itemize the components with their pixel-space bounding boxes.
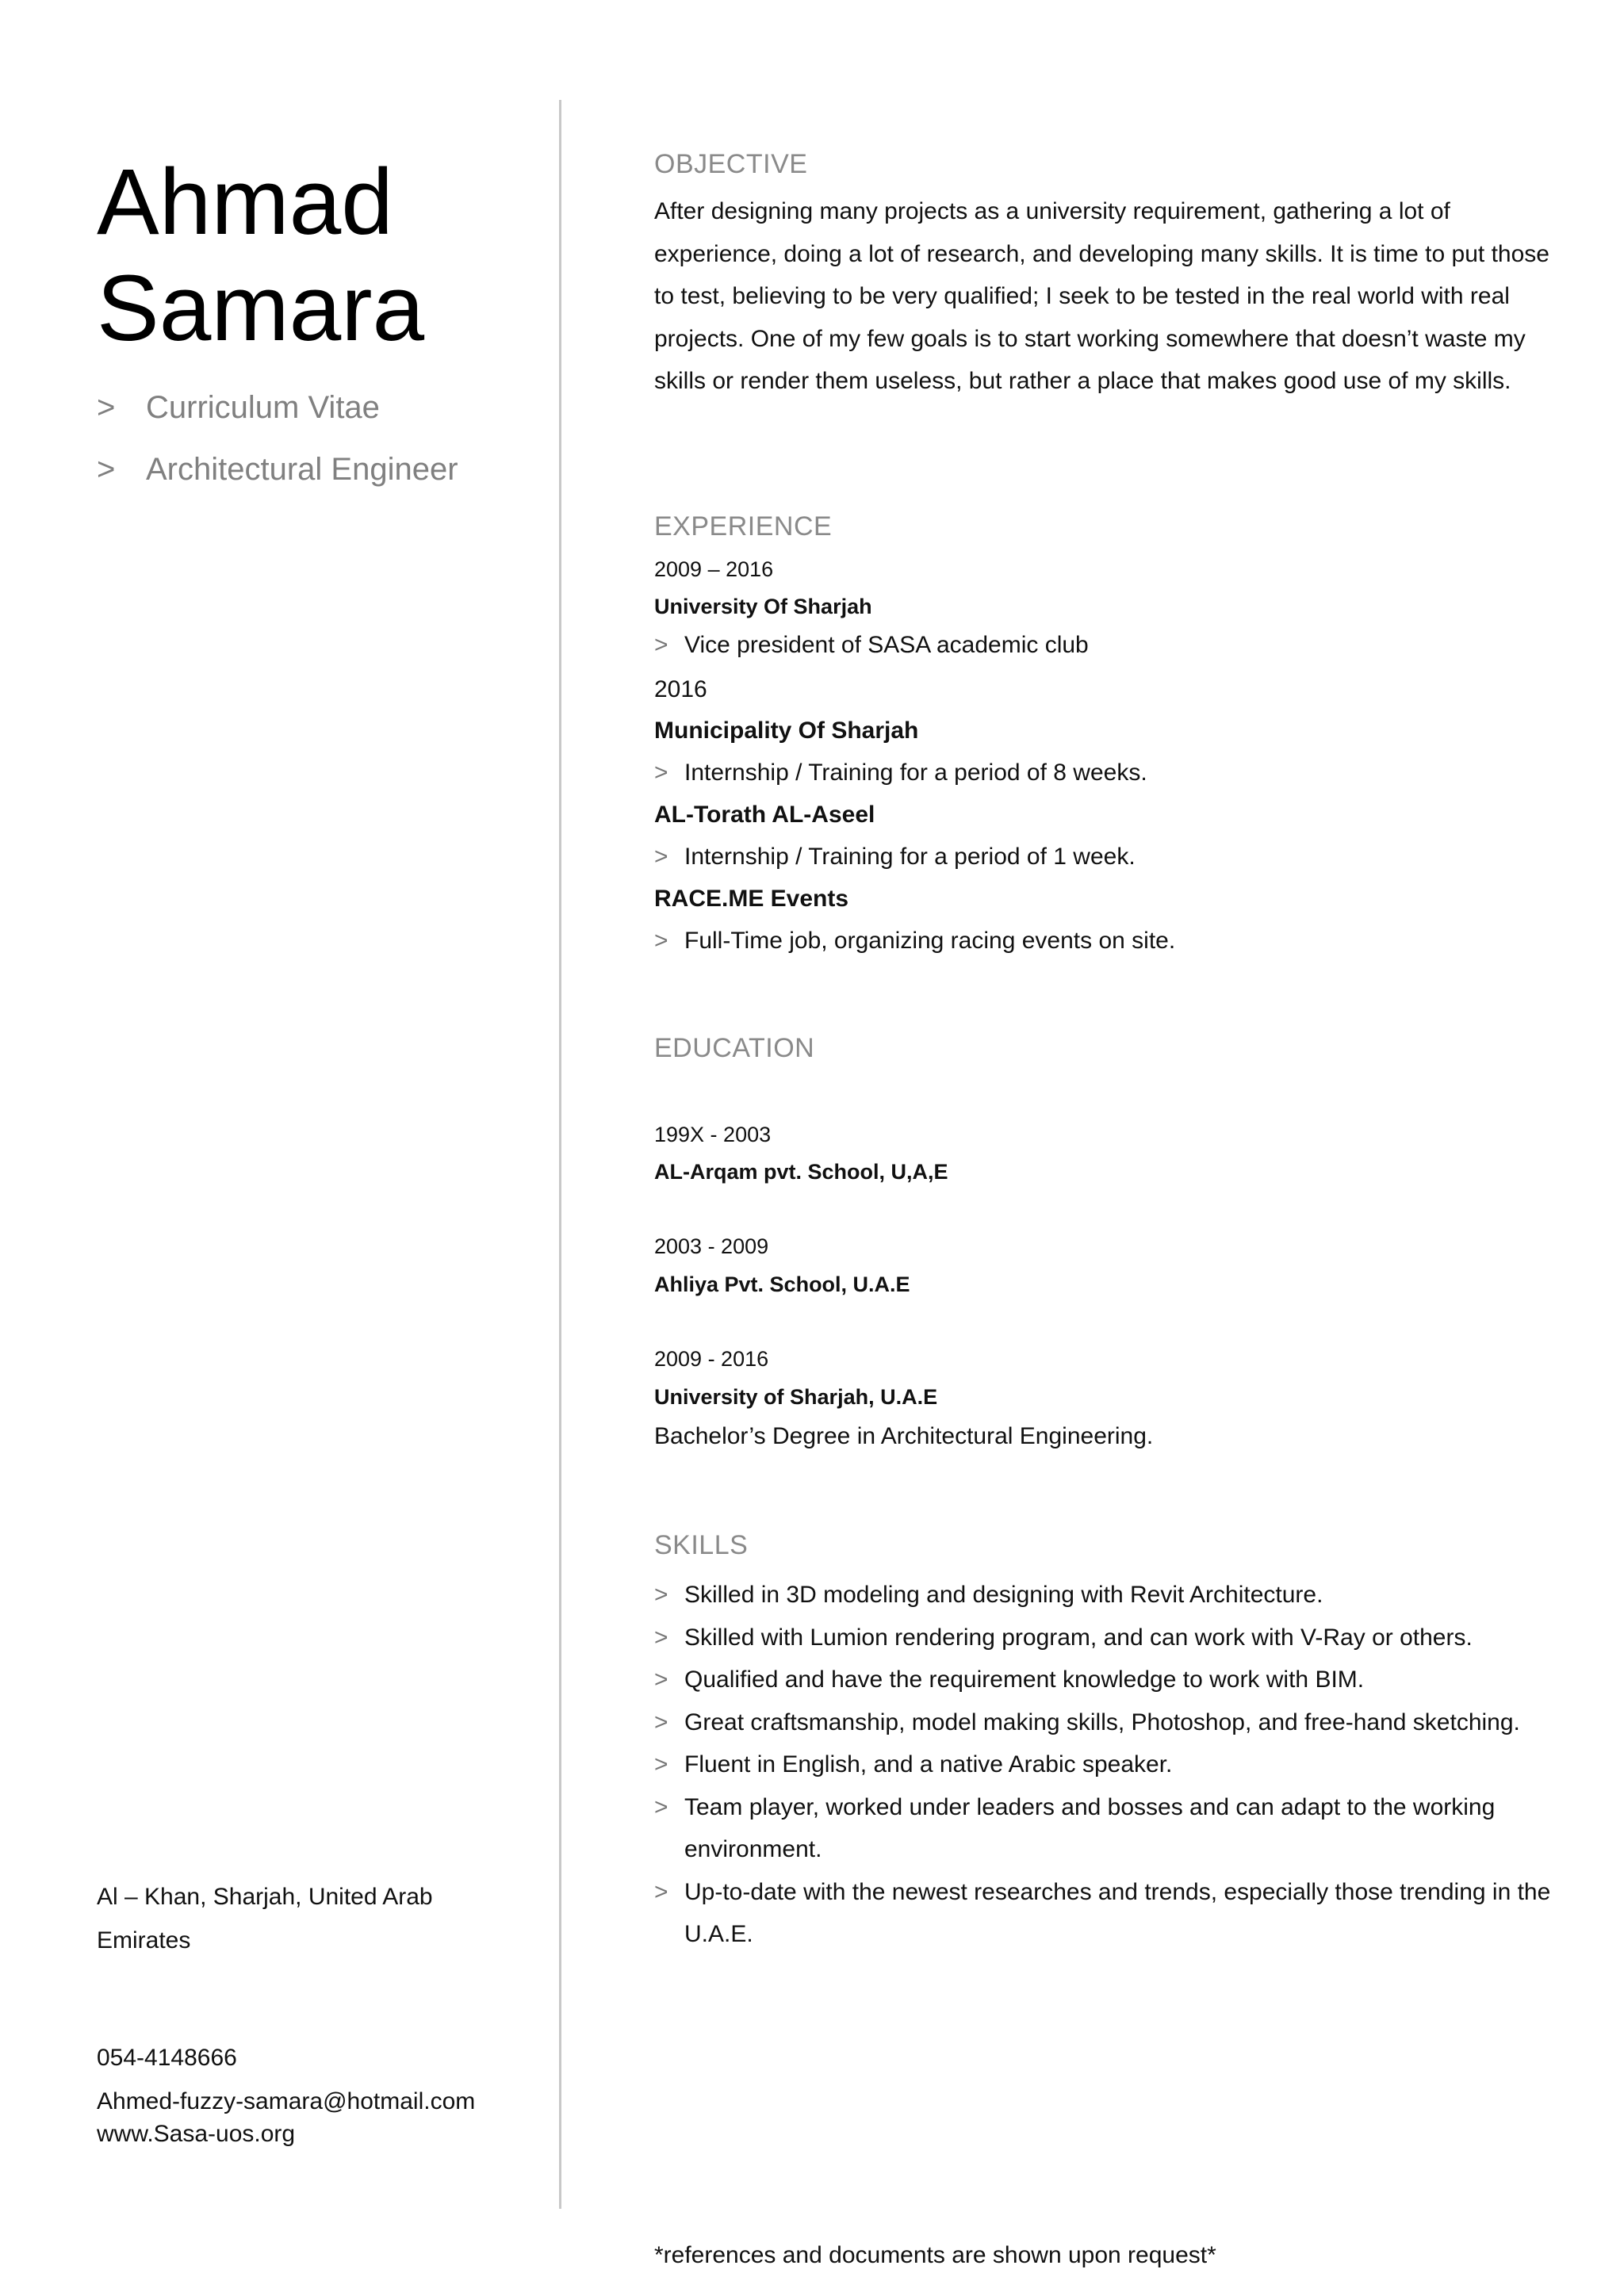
education-period: 2003 - 2009 <box>654 1234 769 1258</box>
contact-email[interactable]: Ahmed-fuzzy-samara@hotmail.com <box>97 2088 476 2114</box>
skills-heading: SKILLS <box>654 1530 749 1560</box>
chevron-right-icon: > <box>654 928 668 954</box>
experience-item-text: Full-Time job, organizing racing events on site. <box>684 928 1176 954</box>
chevron-right-icon: > <box>654 1582 668 1608</box>
references-note: *references and documents are shown upon request* <box>654 2242 1216 2268</box>
chevron-right-icon: > <box>654 1709 668 1735</box>
skill-text: Skilled in 3D modeling and designing with Revit Architecture. <box>684 1582 1323 1608</box>
experience-item-text: Internship / Training for a period of 8 weeks. <box>684 760 1147 786</box>
column-divider <box>559 100 561 2209</box>
contact-address: Al – Khan, Sharjah, United Arab Emirates <box>97 1884 433 1954</box>
education-period: 2009 - 2016 <box>654 1347 769 1371</box>
last-name: Samara <box>97 256 425 361</box>
chevron-right-icon: > <box>654 1624 668 1651</box>
chevron-right-icon: > <box>654 844 668 870</box>
tagline-profession <box>97 452 458 488</box>
skills-list <box>654 1574 1558 1956</box>
first-name: Ahmad <box>97 150 393 254</box>
chevron-right-icon: > <box>654 1878 668 1905</box>
contact-website[interactable]: www.Sasa-uos.org <box>97 2121 296 2147</box>
chevron-right-icon: > <box>654 1751 668 1777</box>
skill-item <box>654 1701 1558 1744</box>
chevron-right-icon: > <box>654 1793 668 1820</box>
experience-period: 2016 <box>654 676 707 702</box>
education-school: University of Sharjah, U.A.E <box>654 1385 938 1409</box>
skill-text: Fluent in English, and a native Arabic speaker. <box>684 1751 1173 1777</box>
objective-text: After designing many projects as a university requirement, gathering a lot of experience, doing a lot of research, and developing many skills. It is time to put those to test, believing to be very qualified; I seek to be tested in the real world with real projects. One of my few goals is to start working somewhere that doesn’t waste my skills or render them useless, but rather a place that makes good use of my skills. <box>654 198 1549 394</box>
candidate-name <box>97 149 424 362</box>
skill-text: Great craftsmanship, model making skills, Photoshop, and free-hand sketching. <box>684 1709 1520 1735</box>
education-school: Ahliya Pvt. School, U.A.E <box>654 1272 910 1296</box>
experience-organization: University Of Sharjah <box>654 595 872 618</box>
tagline-cv <box>97 390 380 426</box>
education-period: 199X - 2003 <box>654 1123 772 1146</box>
skill-text: Skilled with Lumion rendering program, and can work with V-Ray or others. <box>684 1624 1473 1651</box>
tagline-cv-text: Curriculum Vitae <box>146 390 380 425</box>
chevron-right-icon: > <box>654 1667 668 1693</box>
chevron-right-icon: > <box>654 760 668 786</box>
skill-item <box>654 1743 1558 1786</box>
chevron-right-icon: > <box>97 390 116 425</box>
tagline-profession-text: Architectural Engineer <box>146 452 458 487</box>
skill-text: Qualified and have the requirement knowledge to work with BIM. <box>684 1667 1365 1693</box>
experience-item-text: Vice president of SASA academic club <box>684 632 1089 658</box>
contact-phone[interactable]: 054-4148666 <box>97 2045 237 2071</box>
experience-heading: EXPERIENCE <box>654 511 833 541</box>
objective-heading: OBJECTIVE <box>654 149 808 179</box>
education-degree: Bachelor’s Degree in Architectural Engineering. <box>654 1423 1154 1449</box>
education-school: AL-Arqam pvt. School, U,A,E <box>654 1160 948 1184</box>
skill-item <box>654 1871 1558 1956</box>
chevron-right-icon: > <box>654 632 668 658</box>
chevron-right-icon: > <box>97 452 116 487</box>
skill-item <box>654 1574 1558 1617</box>
skill-text: Up-to-date with the newest researches and trends, especially those trending in the U.A.E. <box>684 1878 1551 1947</box>
experience-period: 2009 – 2016 <box>654 557 774 581</box>
experience-organization: RACE.ME Events <box>654 886 849 912</box>
education-heading: EDUCATION <box>654 1033 815 1063</box>
skill-item <box>654 1786 1558 1871</box>
skill-item <box>654 1617 1558 1659</box>
skill-item <box>654 1659 1558 1701</box>
skill-text: Team player, worked under leaders and bosses and can adapt to the working environment. <box>684 1793 1496 1862</box>
experience-organization: Municipality Of Sharjah <box>654 718 919 744</box>
experience-organization: AL-Torath AL-Aseel <box>654 802 875 828</box>
experience-item-text: Internship / Training for a period of 1 week. <box>684 844 1136 870</box>
